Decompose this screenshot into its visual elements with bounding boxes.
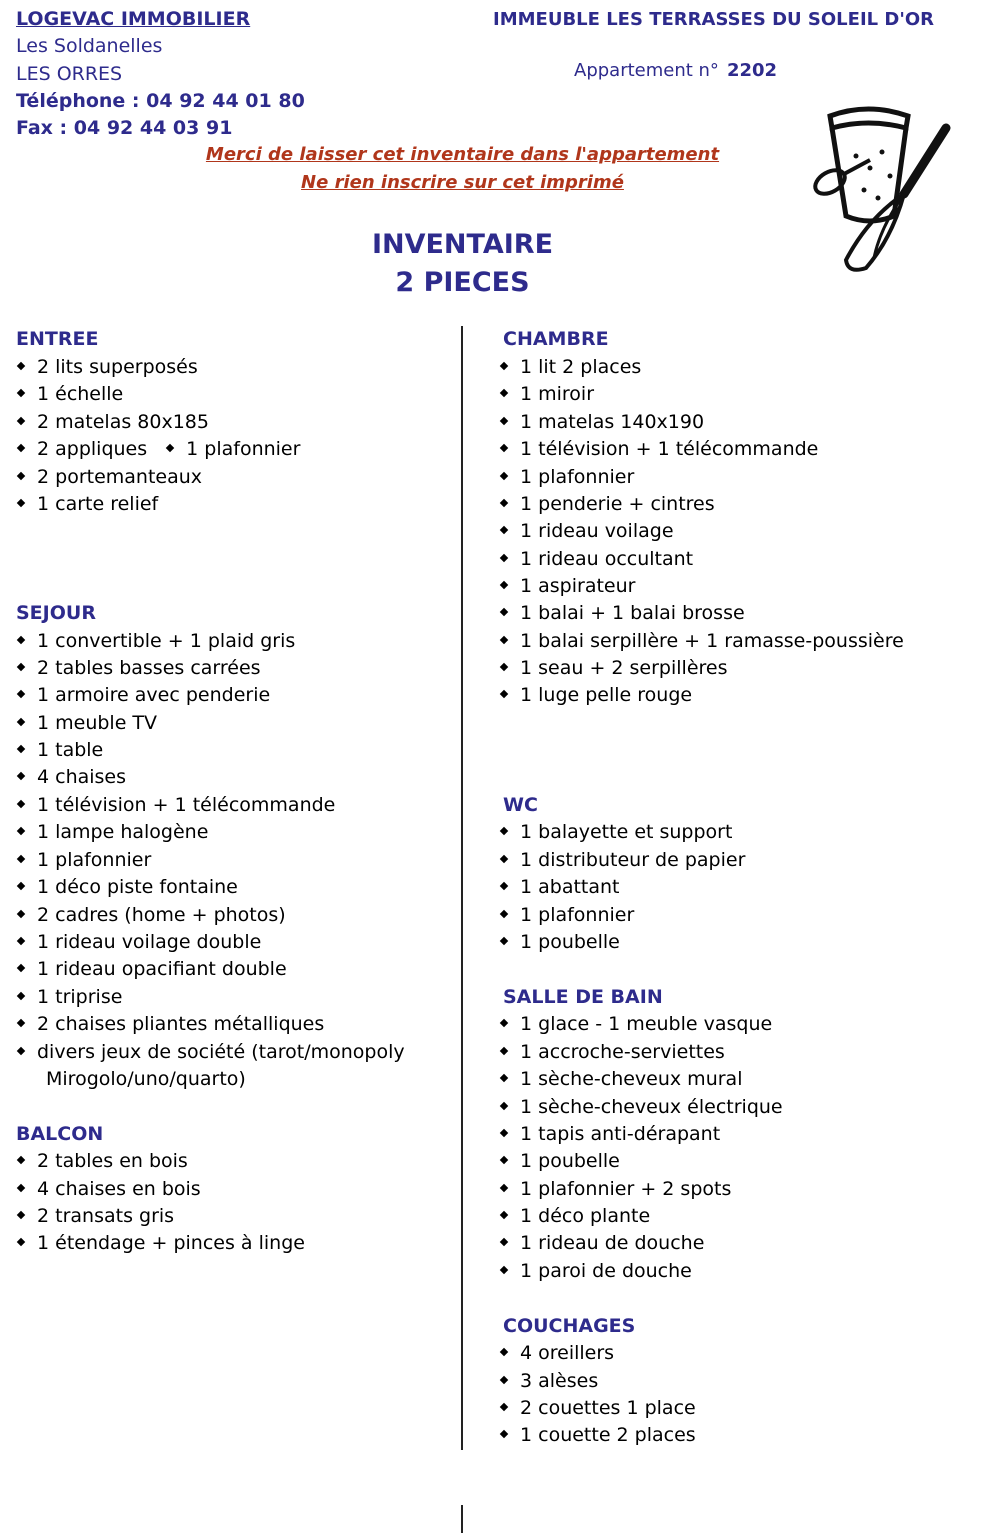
list-item: 1 seau + 2 serpillères xyxy=(499,657,728,679)
section-title-balcon: BALCON xyxy=(16,1123,104,1145)
bullet-icon xyxy=(16,826,26,836)
list-item: 2 chaises pliantes métalliques xyxy=(16,1013,324,1035)
bullet-icon xyxy=(499,525,509,535)
bullet-icon xyxy=(499,1046,509,1056)
bullet-icon xyxy=(165,443,175,453)
bullet-icon xyxy=(16,881,26,891)
bullet-icon xyxy=(16,1018,26,1028)
kitchen-utensils-icon xyxy=(808,98,958,278)
list-item: 1 poubelle xyxy=(499,1150,620,1172)
bullet-icon xyxy=(499,1101,509,1111)
bullet-icon xyxy=(499,1429,509,1439)
fax-number: Fax : 04 92 44 03 91 xyxy=(16,117,233,140)
bullet-icon xyxy=(16,854,26,864)
bullet-icon xyxy=(499,909,509,919)
bullet-icon xyxy=(16,963,26,973)
bullet-icon xyxy=(16,689,26,699)
company-name: LOGEVAC IMMOBILIER xyxy=(16,8,251,30)
bullet-icon xyxy=(16,799,26,809)
bullet-icon xyxy=(499,580,509,590)
list-item: 1 table xyxy=(16,739,103,761)
bullet-icon xyxy=(499,361,509,371)
list-item: 1 luge pelle rouge xyxy=(499,684,692,706)
bullet-icon xyxy=(499,826,509,836)
list-item: 1 rideau voilage double xyxy=(16,931,261,953)
bullet-icon xyxy=(499,662,509,672)
list-item: 1 accroche-serviettes xyxy=(499,1041,725,1063)
list-item: 1 rideau voilage xyxy=(499,520,674,542)
bullet-icon xyxy=(499,1155,509,1165)
apartment-number xyxy=(574,60,777,81)
notice-keep-inventory: Merci de laisser cet inventaire dans l'appartement xyxy=(205,144,720,165)
bullet-icon xyxy=(16,936,26,946)
bullet-icon xyxy=(499,1237,509,1247)
bullet-icon xyxy=(499,553,509,563)
bullet-icon xyxy=(499,1210,509,1220)
bullet-icon xyxy=(16,498,26,508)
section-title-chambre: CHAMBRE xyxy=(503,328,609,350)
bullet-icon xyxy=(16,662,26,672)
bullet-icon xyxy=(499,1128,509,1138)
list-item: 1 aspirateur xyxy=(499,575,635,597)
bullet-icon xyxy=(16,1155,26,1165)
bullet-icon xyxy=(16,471,26,481)
list-item: 1 plafonnier + 2 spots xyxy=(499,1178,731,1200)
bullet-icon xyxy=(499,607,509,617)
list-item: 1 meuble TV xyxy=(16,712,157,734)
list-item: 1 matelas 140x190 xyxy=(499,411,704,433)
bullet-icon xyxy=(16,771,26,781)
list-item: 1 plafonnier xyxy=(499,904,634,926)
list-item: 2 appliques 1 plafonnier xyxy=(16,438,300,460)
list-item: 2 tables basses carrées xyxy=(16,657,261,679)
list-item: 1 armoire avec penderie xyxy=(16,684,270,706)
list-item: 1 paroi de douche xyxy=(499,1260,692,1282)
apartment-label: Appartement n° xyxy=(574,60,719,81)
address-line-1: Les Soldanelles xyxy=(16,35,163,58)
list-item: 2 portemanteaux xyxy=(16,466,202,488)
column-divider-bottom xyxy=(461,1505,463,1533)
list-item: 1 tapis anti-dérapant xyxy=(499,1123,720,1145)
list-item: 1 abattant xyxy=(499,876,620,898)
document-subtitle: 2 PIECES xyxy=(395,267,530,298)
bullet-icon xyxy=(499,388,509,398)
bullet-icon xyxy=(499,635,509,645)
column-divider xyxy=(461,326,463,1450)
bullet-icon xyxy=(16,1046,26,1056)
list-item: 1 télévision + 1 télécommande xyxy=(16,794,335,816)
bullet-icon xyxy=(16,1237,26,1247)
list-item: 2 transats gris xyxy=(16,1205,174,1227)
bullet-icon xyxy=(16,991,26,1001)
list-item: 1 balayette et support xyxy=(499,821,732,843)
list-item: 1 balai serpillère + 1 ramasse-poussière xyxy=(499,630,904,652)
list-item: 4 chaises xyxy=(16,766,126,788)
list-item: 1 sèche-cheveux électrique xyxy=(499,1096,783,1118)
list-item: 1 convertible + 1 plaid gris xyxy=(16,630,295,652)
list-item: 2 tables en bois xyxy=(16,1150,188,1172)
bullet-icon xyxy=(499,1347,509,1357)
bullet-icon xyxy=(499,854,509,864)
list-item: 1 triprise xyxy=(16,986,122,1008)
list-item: divers jeux de société (tarot/monopoly xyxy=(16,1041,405,1063)
list-item: 1 couette 2 places xyxy=(499,1424,696,1446)
section-title-salle-de-bain: SALLE DE BAIN xyxy=(503,986,663,1008)
section-title-wc: WC xyxy=(503,794,538,816)
bullet-icon xyxy=(499,1183,509,1193)
bullet-icon xyxy=(499,689,509,699)
address-line-2: LES ORRES xyxy=(16,62,123,85)
section-title-couchages: COUCHAGES xyxy=(503,1315,636,1337)
list-item: 1 déco piste fontaine xyxy=(16,876,238,898)
list-item: 1 carte relief xyxy=(16,493,158,515)
bullet-icon xyxy=(499,498,509,508)
list-item: 1 distributeur de papier xyxy=(499,849,745,871)
list-item: 2 cadres (home + photos) xyxy=(16,904,286,926)
list-item: 1 rideau de douche xyxy=(499,1232,704,1254)
building-name: IMMEUBLE LES TERRASSES DU SOLEIL D'OR xyxy=(493,9,934,30)
list-item: 4 chaises en bois xyxy=(16,1178,201,1200)
list-item: 1 plafonnier xyxy=(16,849,151,871)
list-item: 1 lit 2 places xyxy=(499,356,641,378)
bullet-icon xyxy=(499,1018,509,1028)
list-item: 1 penderie + cintres xyxy=(499,493,715,515)
notice-do-not-write: Ne rien inscrire sur cet imprimé xyxy=(301,172,624,193)
list-item: 1 télévision + 1 télécommande xyxy=(499,438,818,460)
list-item: 1 déco plante xyxy=(499,1205,650,1227)
list-item: 1 balai + 1 balai brosse xyxy=(499,602,745,624)
list-item-continuation: Mirogolo/uno/quarto) xyxy=(46,1068,246,1090)
bullet-icon xyxy=(16,416,26,426)
bullet-icon xyxy=(16,635,26,645)
bullet-icon xyxy=(16,388,26,398)
bullet-icon xyxy=(16,443,26,453)
list-item: 1 plafonnier xyxy=(499,466,634,488)
bullet-icon xyxy=(499,936,509,946)
list-item: 1 lampe halogène xyxy=(16,821,208,843)
bullet-icon xyxy=(499,1402,509,1412)
bullet-icon xyxy=(16,744,26,754)
bullet-icon xyxy=(16,361,26,371)
section-title-entree: ENTREE xyxy=(16,328,99,350)
list-item: 1 échelle xyxy=(16,383,123,405)
list-item: 1 rideau occultant xyxy=(499,548,693,570)
bullet-icon xyxy=(499,881,509,891)
bullet-icon xyxy=(499,1265,509,1275)
document-title: INVENTAIRE xyxy=(371,229,554,260)
phone-number: Téléphone : 04 92 44 01 80 xyxy=(16,89,305,112)
list-item: 1 rideau opacifiant double xyxy=(16,958,287,980)
agency-header xyxy=(16,6,305,142)
list-item: 1 étendage + pinces à linge xyxy=(16,1232,305,1254)
list-item: 1 sèche-cheveux mural xyxy=(499,1068,742,1090)
bullet-icon xyxy=(16,909,26,919)
bullet-icon xyxy=(499,1375,509,1385)
list-item: 2 matelas 80x185 xyxy=(16,411,209,433)
list-item: 1 glace - 1 meuble vasque xyxy=(499,1013,772,1035)
list-item: 1 poubelle xyxy=(499,931,620,953)
list-item: 1 miroir xyxy=(499,383,594,405)
bullet-icon xyxy=(499,416,509,426)
bullet-icon xyxy=(499,443,509,453)
apartment-value: 2202 xyxy=(726,60,778,81)
list-item: 2 lits superposés xyxy=(16,356,198,378)
bullet-icon xyxy=(16,1183,26,1193)
bullet-icon xyxy=(499,1073,509,1083)
bullet-icon xyxy=(499,471,509,481)
bullet-icon xyxy=(16,717,26,727)
section-title-sejour: SEJOUR xyxy=(16,602,96,624)
list-item: 4 oreillers xyxy=(499,1342,614,1364)
list-item: 3 alèses xyxy=(499,1370,598,1392)
list-item: 2 couettes 1 place xyxy=(499,1397,696,1419)
bullet-icon xyxy=(16,1210,26,1220)
